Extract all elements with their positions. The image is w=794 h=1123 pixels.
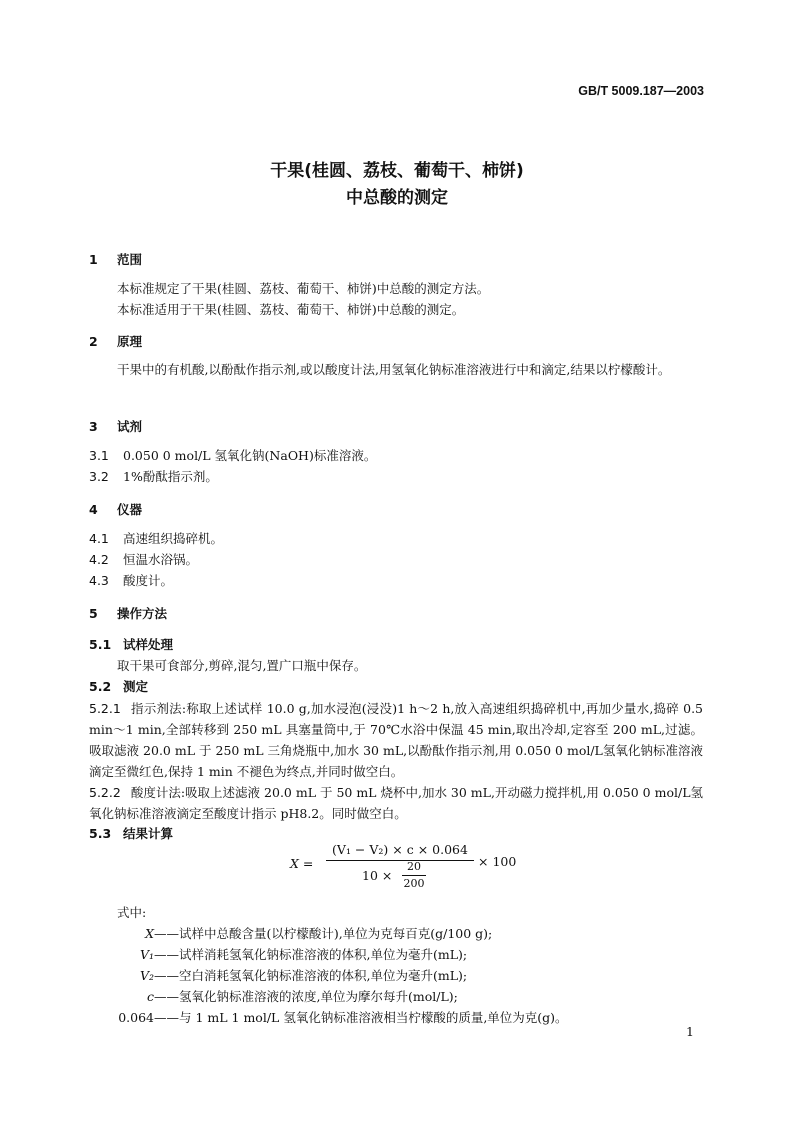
subsection-number: 5.1 [89,637,112,652]
definition-symbol: V₁ [139,947,154,962]
list-item [89,467,218,485]
section-title: 仪器 [117,502,143,517]
definition-item [89,924,492,942]
subsection-5-2-heading [89,677,148,695]
paragraph: 干果中的有机酸,以酚酞作指示剂,或以酸度计法,用氢氧化钠标准溶液进行中和滴定,结果以柠檬酸计。 [117,362,671,377]
section-title: 范围 [117,252,143,267]
definitions-intro: 式中: [117,905,147,920]
subsection-title: 试样处理 [123,637,174,652]
formula-numerator: (V₁ − V₂) × c × 0.064 [332,842,468,857]
definition-text: ——试样消耗氢氧化钠标准溶液的体积,单位为毫升(mL); [154,947,468,962]
section-number: 5 [89,606,98,621]
fraction-bar [326,860,474,861]
clause-5-2-1 [89,698,703,782]
item-text: 1%酚酞指示剂。 [123,469,218,484]
list-item [89,529,223,547]
definition-text: ——与 1 mL 1 mol/L 氢氧化钠标准溶液相当柠檬酸的质量,单位为克(g)。 [154,1010,568,1025]
paragraph: 取干果可食部分,剪碎,混匀,置广口瓶中保存。 [117,658,367,673]
definition-symbol: V₂ [139,968,154,983]
paragraph: 本标准规定了干果(桂圆、荔枝、葡萄干、柿饼)中总酸的测定方法。 [117,281,490,296]
list-item [89,571,173,589]
item-text: 高速组织捣碎机。 [123,531,224,546]
definition-symbol: 0.064 [118,1010,154,1025]
section-number: 3 [89,419,98,434]
formula-lhs: X = [290,856,314,871]
definition-text: ——试样中总酸含量(以柠檬酸计),单位为克每百克(g/100 g); [154,926,493,941]
definition-item [89,987,458,1005]
doc-title-line2: 中总酸的测定 [346,188,448,208]
section-5-heading [89,604,167,622]
clause-text: 指示剂法:称取上述试样 10.0 g,加水浸泡(浸没)1 h～2 h,放入高速组织捣碎机中,再加少量水,捣碎 0.5 min～1 min,全部转移到 250 mL 具塞量筒中,于 70℃水浴中保温 45 min,取出冷却,定容至 200 mL,过滤。吸取滤液 20.0 mL 于 250 mL 三角烧瓶中,加水 30 mL,以酚酞作指示剂,用 0.050 0 mol/L氢氧化钠标准溶液滴定至微红色,保持 1 min 不褪色为终点,并同时做空白。 [89,701,703,779]
clause-5-2-2 [89,782,703,824]
subsection-number: 5.2 [89,679,112,694]
paragraph: 本标准适用于干果(桂圆、荔枝、葡萄干、柿饼)中总酸的测定。 [117,302,465,317]
section-2-heading [89,332,142,350]
clause-number: 5.2.1 [89,701,121,716]
page-number: 1 [686,1024,694,1039]
definition-text: ——氢氧化钠标准溶液的浓度,单位为摩尔每升(mol/L); [154,989,458,1004]
subsection-title: 结果计算 [123,826,174,841]
section-title: 试剂 [117,419,143,434]
section-title: 操作方法 [117,606,168,621]
item-text: 0.050 0 mol/L 氢氧化钠(NaOH)标准溶液。 [123,448,377,463]
item-number: 4.2 [89,552,109,567]
section-number: 4 [89,502,98,517]
subsection-5-1-heading [89,635,173,653]
definition-item [89,945,467,963]
formula-inner-numerator: 20 [407,860,421,873]
formula-inner-denominator: 200 [403,877,425,890]
clause-number: 5.2.2 [89,785,121,800]
result-formula [290,842,530,898]
item-number: 4.1 [89,531,109,546]
formula-suffix: × 100 [478,854,517,869]
item-number: 4.3 [89,573,109,588]
list-item [89,446,376,464]
definition-item [89,966,467,984]
definition-symbol: X [145,926,154,941]
definition-item [89,1008,568,1026]
section-number: 2 [89,334,98,349]
list-item [89,550,198,568]
subsection-number: 5.3 [89,826,112,841]
item-number: 3.1 [89,448,109,463]
definition-text: ——空白消耗氢氧化钠标准溶液的体积,单位为毫升(mL); [154,968,468,983]
item-text: 酸度计。 [123,573,174,588]
subsection-5-3-heading [89,824,173,842]
formula-denominator-prefix: 10 × [362,868,393,883]
section-number: 1 [89,252,98,267]
subsection-title: 测定 [123,679,149,694]
section-title: 原理 [117,334,143,349]
clause-text: 酸度计法:吸取上述滤液 20.0 mL 于 50 mL 烧杯中,加水 30 mL,开动磁力搅拌机,用 0.050 0 mol/L氢氧化钠标准溶液滴定至酸度计指示 pH8.2。同时做空白。 [89,785,703,821]
section-4-heading [89,500,142,518]
definition-symbol: c [146,989,154,1004]
section-3-heading [89,417,142,435]
section-1-heading [89,250,142,268]
item-number: 3.2 [89,469,109,484]
item-text: 恒温水浴锅。 [123,552,199,567]
inner-fraction-bar [402,875,426,876]
standard-number: GB/T 5009.187—2003 [578,84,704,98]
doc-title-line1: 干果(桂圆、荔枝、葡萄干、柿饼) [270,161,524,181]
